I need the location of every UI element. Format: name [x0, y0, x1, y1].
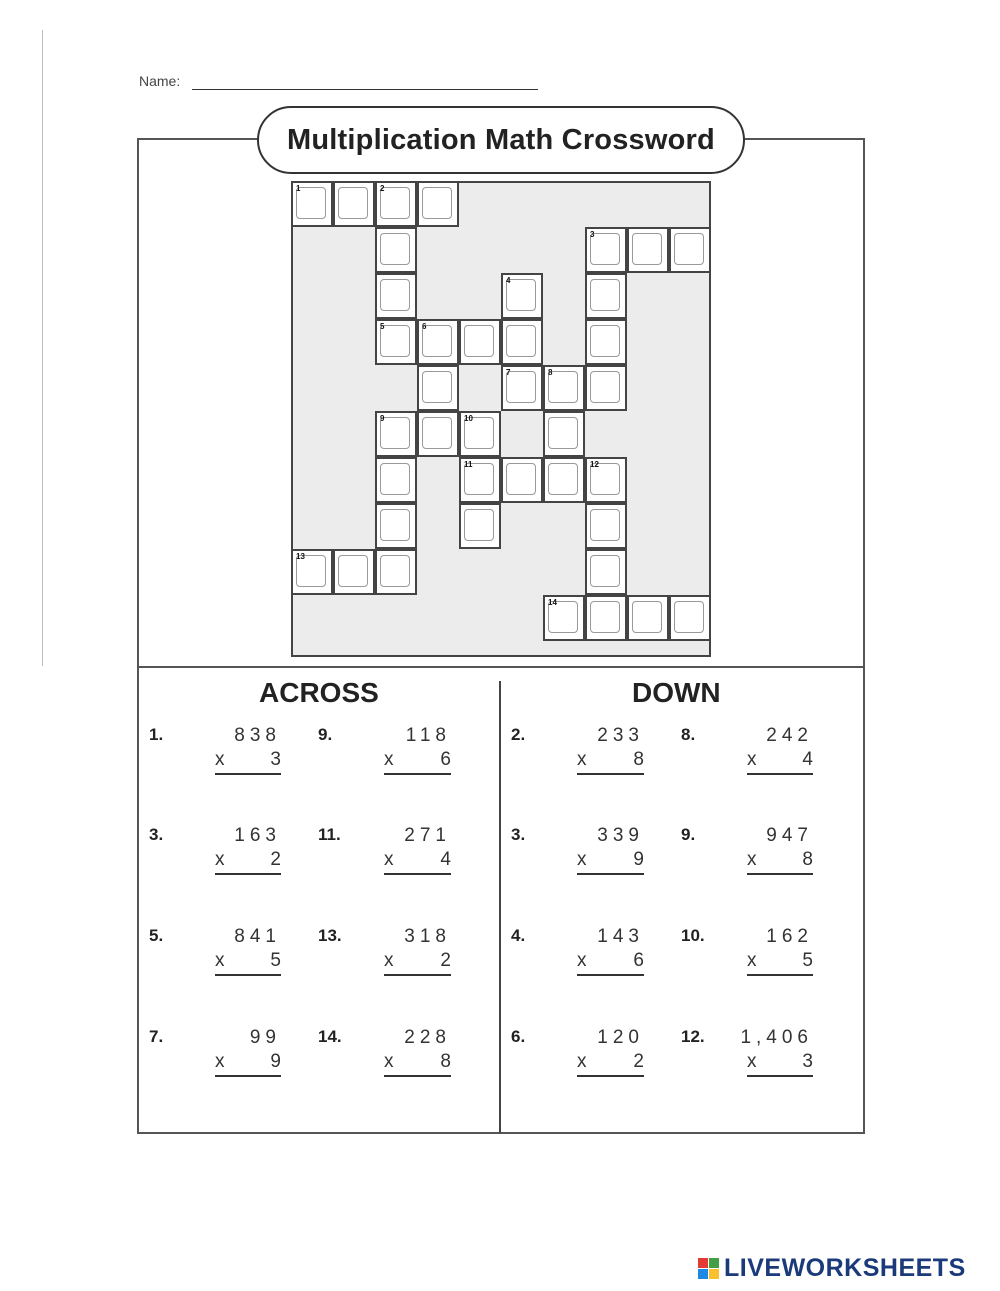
multiplier: 6 [440, 749, 451, 770]
multiplier: 5 [270, 950, 281, 971]
crossword-cell[interactable] [669, 595, 711, 641]
multiplier: 8 [802, 849, 813, 870]
crossword-cell[interactable] [375, 227, 417, 273]
crossword-cell[interactable] [543, 457, 585, 503]
multiplicand: 318 [404, 926, 451, 947]
across-clue [149, 1027, 281, 1087]
answer-box[interactable] [380, 509, 410, 541]
worksheet-title: Multiplication Math Crossword [287, 123, 715, 156]
clue-label: 10. [681, 926, 705, 945]
multiplier-row [384, 1051, 451, 1077]
times-sign: x [384, 749, 394, 770]
answer-box[interactable] [590, 509, 620, 541]
down-heading: DOWN [632, 677, 721, 708]
multiplier-row [215, 749, 281, 775]
multiplier-row [747, 849, 813, 875]
clue-number: 12 [590, 460, 599, 469]
across-clue [318, 1027, 451, 1087]
times-sign: x [215, 749, 225, 770]
down-clue [681, 1027, 813, 1087]
clue-label: 3. [511, 825, 526, 844]
answer-box[interactable] [338, 187, 368, 219]
multiplier: 2 [270, 849, 281, 870]
answer-box[interactable] [632, 601, 662, 633]
multiplicand: 143 [597, 926, 644, 947]
multiplicand: 271 [404, 825, 451, 846]
answer-box[interactable] [380, 417, 410, 449]
multiplier: 8 [440, 1051, 451, 1072]
clue-number: 13 [296, 552, 305, 561]
multiplier: 3 [802, 1051, 813, 1072]
multiplier-row [384, 849, 451, 875]
clue-number: 6 [422, 322, 427, 331]
multiplier-row [577, 1051, 644, 1077]
times-sign: x [577, 849, 587, 870]
answer-box[interactable] [506, 325, 536, 357]
clues-divider [499, 681, 501, 1133]
liveworksheets-logo-icon [698, 1258, 720, 1280]
crossword-cell[interactable] [291, 181, 333, 227]
crossword-cell[interactable] [459, 319, 501, 365]
multiplier-row [215, 849, 281, 875]
times-sign: x [384, 1051, 394, 1072]
answer-box[interactable] [506, 463, 536, 495]
logo-square [709, 1258, 719, 1268]
crossword-cell[interactable] [585, 227, 627, 273]
answer-box[interactable] [674, 601, 704, 633]
clue-number: 9 [380, 414, 385, 423]
multiplicand: 947 [766, 825, 813, 846]
multiplicand: 1,406 [740, 1027, 813, 1048]
answer-box[interactable] [632, 233, 662, 265]
crossword-cell[interactable] [375, 549, 417, 595]
multiplier-row [577, 950, 644, 976]
crossword-cell[interactable] [585, 549, 627, 595]
across-clue [318, 725, 451, 785]
clue-label: 7. [149, 1027, 164, 1046]
clue-number: 8 [548, 368, 553, 377]
multiplier-row [577, 849, 644, 875]
across-clue [149, 825, 281, 885]
down-clue [681, 825, 813, 885]
crossword-cell[interactable] [459, 503, 501, 549]
logo-square [698, 1269, 708, 1279]
answer-box[interactable] [338, 555, 368, 587]
crossword-cell[interactable] [627, 595, 669, 641]
multiplier-row [384, 950, 451, 976]
times-sign: x [384, 849, 394, 870]
answer-box[interactable] [590, 325, 620, 357]
crossword-cell[interactable] [417, 365, 459, 411]
crossword-cell[interactable] [585, 273, 627, 319]
crossword-cell[interactable] [333, 181, 375, 227]
times-sign: x [215, 1051, 225, 1072]
name-label: Name: [139, 73, 181, 89]
brand-name: LIVEWORKSHEETS [724, 1254, 966, 1282]
crossword-cell[interactable] [585, 365, 627, 411]
down-clue [511, 725, 644, 785]
clue-label: 4. [511, 926, 526, 945]
clue-label: 9. [681, 825, 696, 844]
clues-top-border [137, 666, 865, 668]
answer-box[interactable] [464, 325, 494, 357]
clue-label: 8. [681, 725, 696, 744]
multiplier-row [747, 1051, 813, 1077]
multiplier-row [384, 749, 451, 775]
times-sign: x [577, 749, 587, 770]
across-clue [149, 725, 281, 785]
liveworksheets-brand [698, 1254, 966, 1283]
multiplier: 4 [440, 849, 451, 870]
multiplicand: 163 [234, 825, 281, 846]
logo-square [709, 1269, 719, 1279]
times-sign: x [384, 950, 394, 971]
multiplier-row [747, 950, 813, 976]
across-clue [318, 825, 451, 885]
across-heading: ACROSS [259, 677, 379, 708]
answer-box[interactable] [590, 279, 620, 311]
crossword-cell[interactable] [417, 411, 459, 457]
down-clue [511, 825, 644, 885]
multiplier-row [215, 950, 281, 976]
crossword-cell[interactable] [375, 181, 417, 227]
crossword-cell[interactable] [585, 319, 627, 365]
across-clue [318, 926, 451, 986]
crossword-cell[interactable] [375, 411, 417, 457]
crossword-cell[interactable] [543, 595, 585, 641]
clue-number: 14 [548, 598, 557, 607]
crossword-cell[interactable] [459, 411, 501, 457]
clue-label: 5. [149, 926, 164, 945]
crossword-cell[interactable] [291, 549, 333, 595]
multiplier: 2 [440, 950, 451, 971]
crossword-cell[interactable] [375, 273, 417, 319]
answer-box[interactable] [590, 601, 620, 633]
crossword-cell[interactable] [375, 319, 417, 365]
multiplicand: 99 [249, 1027, 281, 1048]
multiplicand: 162 [766, 926, 813, 947]
answer-box[interactable] [548, 371, 578, 403]
title-banner [257, 106, 745, 174]
crossword-cell[interactable] [585, 457, 627, 503]
clue-number: 5 [380, 322, 385, 331]
crossword-cell[interactable] [627, 227, 669, 273]
clue-number: 10 [464, 414, 473, 423]
down-clue [681, 725, 813, 785]
clue-label: 13. [318, 926, 342, 945]
clue-number: 7 [506, 368, 511, 377]
answer-box[interactable] [590, 371, 620, 403]
answer-box[interactable] [548, 417, 578, 449]
crossword-cell[interactable] [501, 365, 543, 411]
clue-label: 6. [511, 1027, 526, 1046]
multiplier-row [747, 749, 813, 775]
clue-number: 1 [296, 184, 301, 193]
clue-number: 4 [506, 276, 511, 285]
multiplicand: 228 [404, 1027, 451, 1048]
times-sign: x [747, 749, 757, 770]
crossword-cell[interactable] [375, 457, 417, 503]
crossword-cell[interactable] [333, 549, 375, 595]
answer-box[interactable] [548, 463, 578, 495]
multiplier: 8 [633, 749, 644, 770]
answer-box[interactable] [674, 233, 704, 265]
clue-label: 14. [318, 1027, 342, 1046]
times-sign: x [215, 950, 225, 971]
down-clue [681, 926, 813, 986]
down-clue [511, 926, 644, 986]
crossword-cell[interactable] [501, 319, 543, 365]
answer-box[interactable] [506, 279, 536, 311]
answer-box[interactable] [422, 187, 452, 219]
multiplicand: 233 [597, 725, 644, 746]
answer-box[interactable] [380, 187, 410, 219]
answer-box[interactable] [380, 555, 410, 587]
crossword-cell[interactable] [417, 181, 459, 227]
crossword-cell[interactable] [585, 503, 627, 549]
multiplicand: 838 [234, 725, 281, 746]
clue-label: 11. [318, 825, 341, 844]
clue-label: 1. [149, 725, 164, 744]
clue-label: 9. [318, 725, 333, 744]
multiplier-row [577, 749, 644, 775]
times-sign: x [577, 1051, 587, 1072]
answer-box[interactable] [464, 509, 494, 541]
answer-box[interactable] [422, 417, 452, 449]
crossword-cell[interactable] [543, 411, 585, 457]
multiplicand: 118 [405, 725, 451, 746]
multiplicand: 242 [766, 725, 813, 746]
clue-label: 3. [149, 825, 164, 844]
across-clue [149, 926, 281, 986]
multiplier: 9 [270, 1051, 281, 1072]
crossword-cell[interactable] [459, 457, 501, 503]
answer-box[interactable] [296, 187, 326, 219]
answer-box[interactable] [380, 325, 410, 357]
multiplier: 3 [270, 749, 281, 770]
clue-label: 12. [681, 1027, 705, 1046]
answer-box[interactable] [380, 233, 410, 265]
answer-box[interactable] [380, 463, 410, 495]
clue-label: 2. [511, 725, 526, 744]
times-sign: x [747, 1051, 757, 1072]
answer-box[interactable] [590, 555, 620, 587]
multiplier: 6 [633, 950, 644, 971]
times-sign: x [215, 849, 225, 870]
times-sign: x [747, 950, 757, 971]
times-sign: x [577, 950, 587, 971]
clue-number: 2 [380, 184, 385, 193]
multiplicand: 841 [234, 926, 281, 947]
crossword-cell[interactable] [543, 365, 585, 411]
crossword-cell[interactable] [585, 595, 627, 641]
multiplier: 4 [802, 749, 813, 770]
times-sign: x [747, 849, 757, 870]
logo-square [698, 1258, 708, 1268]
answer-box[interactable] [422, 371, 452, 403]
crossword-cell[interactable] [417, 319, 459, 365]
multiplicand: 120 [597, 1027, 644, 1048]
name-input-line[interactable] [192, 89, 538, 90]
down-clue [511, 1027, 644, 1087]
page-margin-line [42, 30, 43, 666]
multiplier: 5 [802, 950, 813, 971]
multiplier-row [215, 1051, 281, 1077]
multiplier: 2 [633, 1051, 644, 1072]
clue-number: 3 [590, 230, 595, 239]
clue-number: 11 [464, 460, 473, 469]
multiplicand: 339 [597, 825, 644, 846]
answer-box[interactable] [506, 371, 536, 403]
answer-box[interactable] [422, 325, 452, 357]
crossword-cell[interactable] [669, 227, 711, 273]
multiplier: 9 [633, 849, 644, 870]
crossword-cell[interactable] [375, 503, 417, 549]
answer-box[interactable] [590, 233, 620, 265]
answer-box[interactable] [380, 279, 410, 311]
crossword-cell[interactable] [501, 273, 543, 319]
crossword-grid [291, 181, 711, 657]
crossword-cell[interactable] [501, 457, 543, 503]
